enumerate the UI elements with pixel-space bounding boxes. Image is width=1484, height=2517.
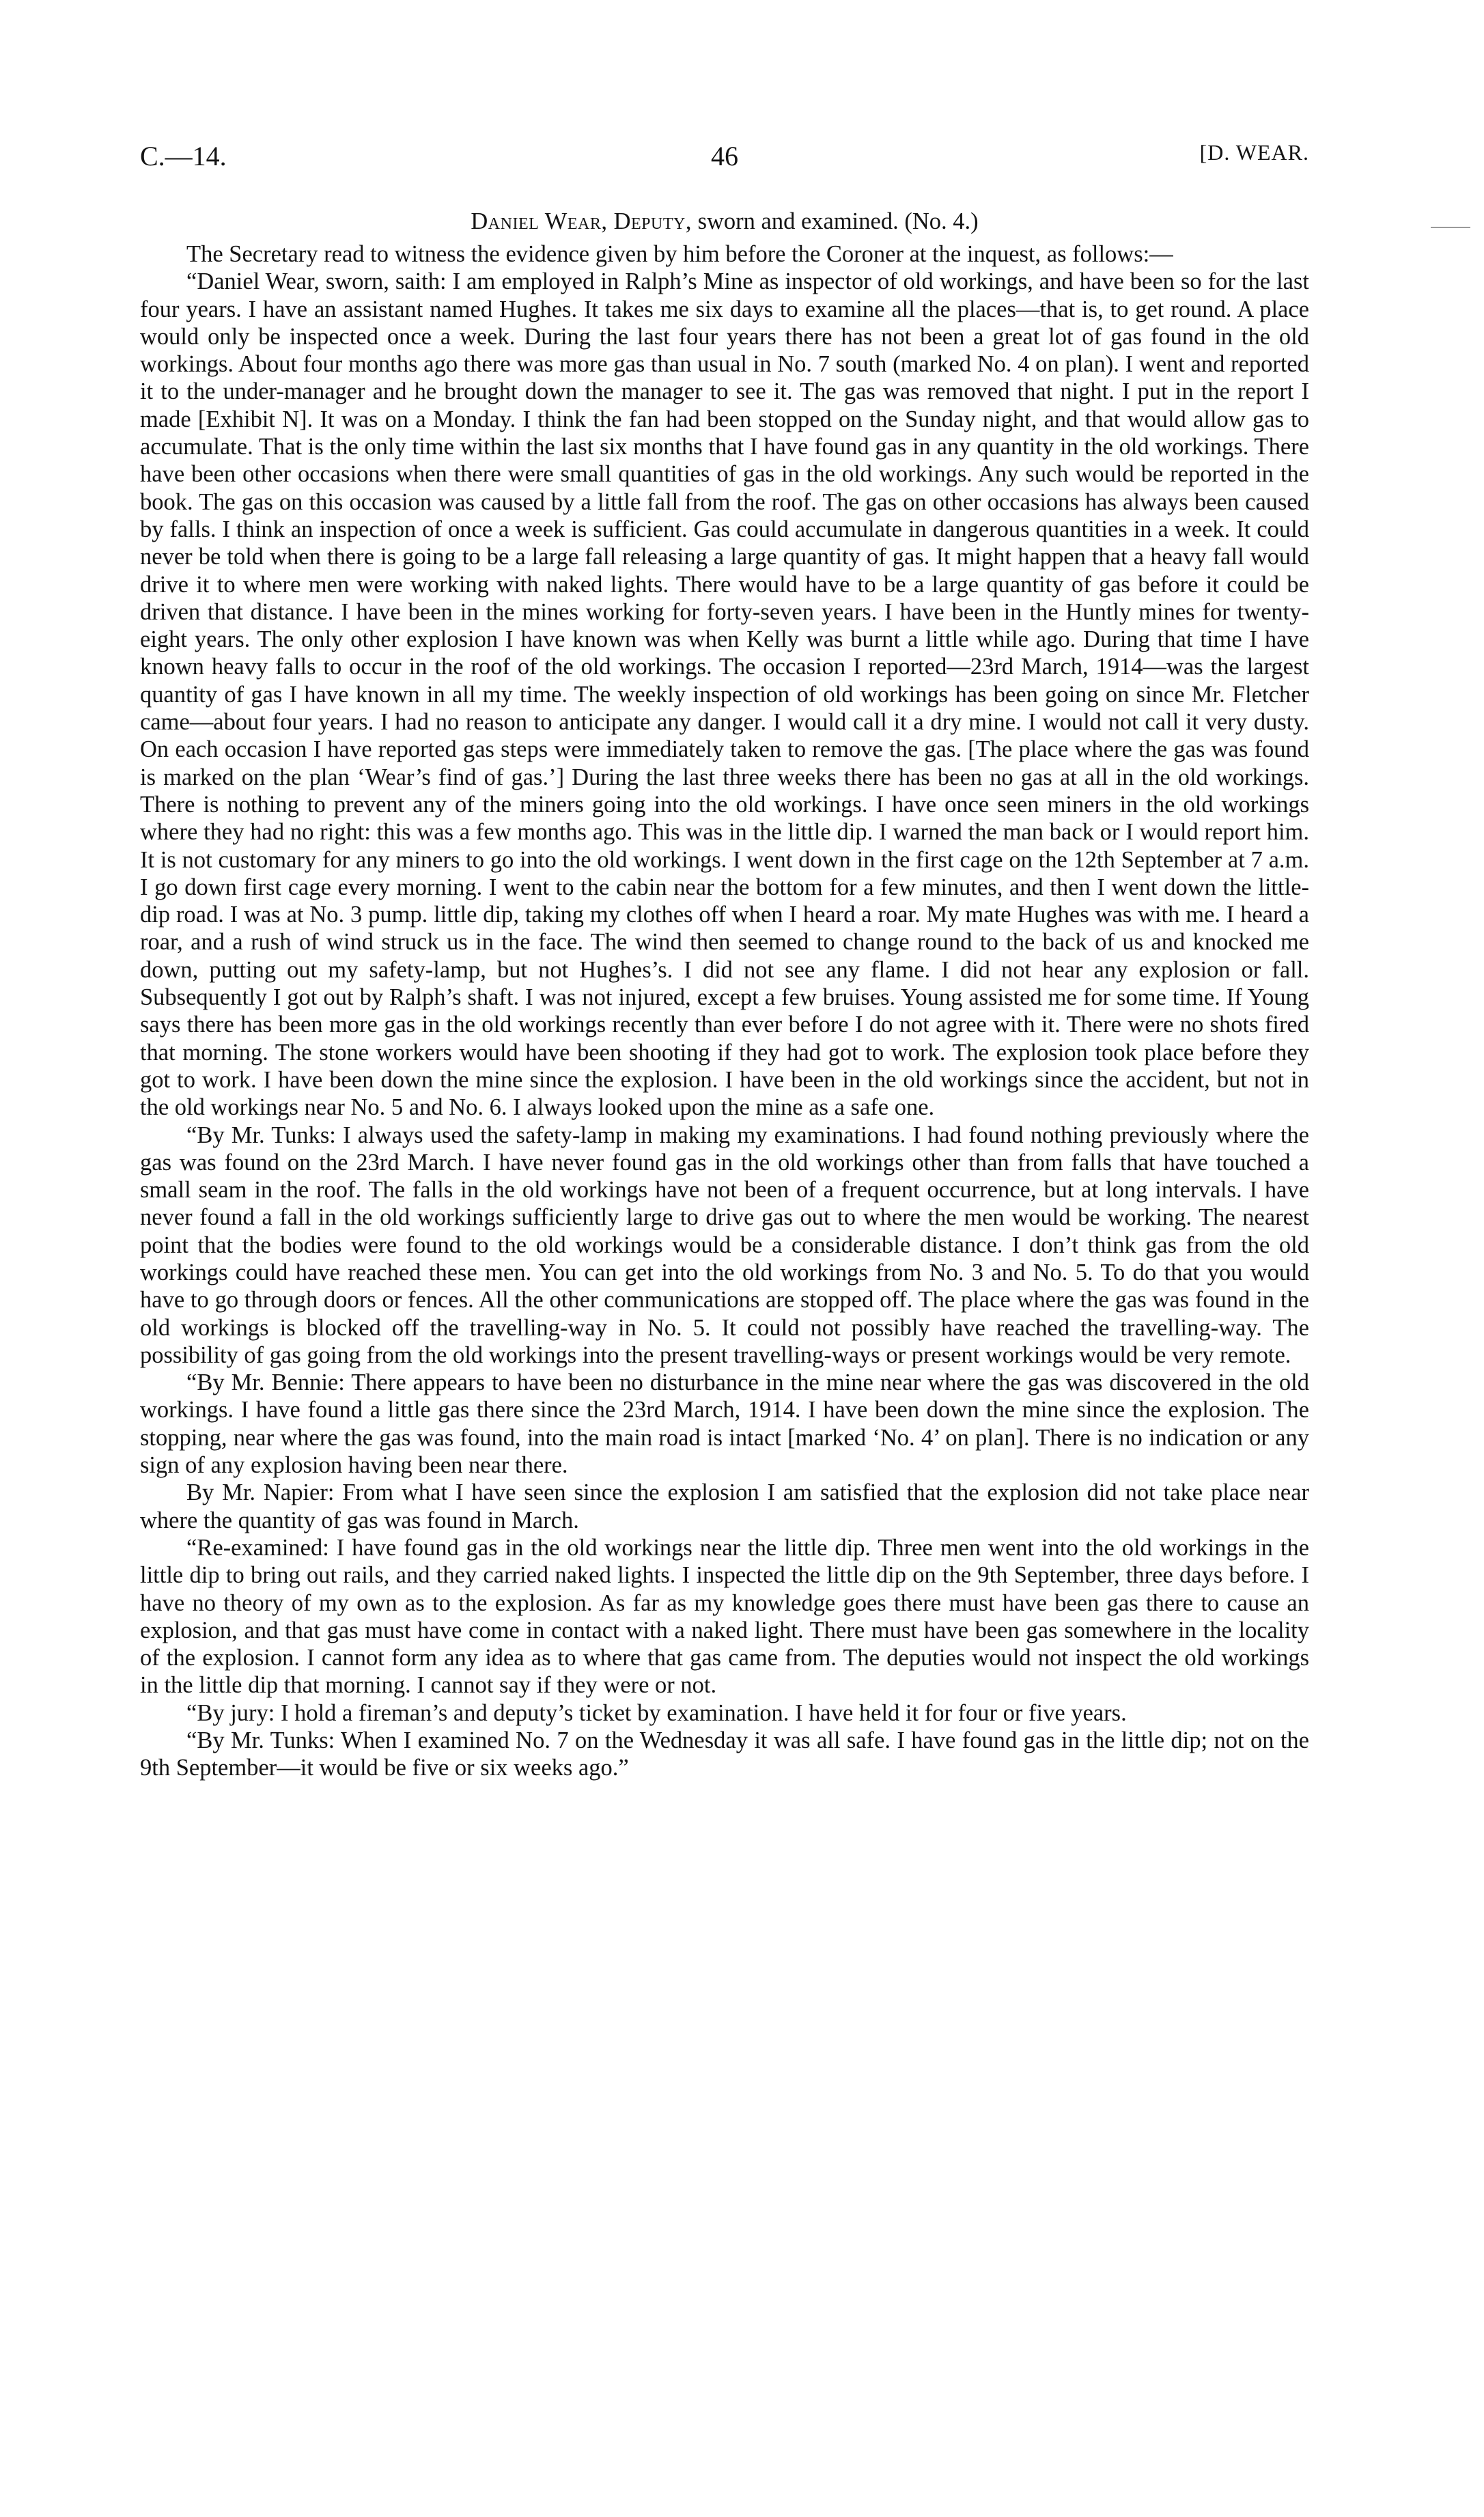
document-page [140, 140, 1309, 1782]
paragraph-intro: The Secretary read to witness the evidence given by him before the Coroner at the inquest, as follows:— [186, 241, 1173, 267]
page-header [140, 140, 1309, 181]
running-head: [D. WEAR. [1199, 140, 1309, 165]
document-reference: C.—14. [140, 141, 227, 171]
witness-name: Daniel Wear, Deputy, [471, 208, 692, 234]
margin-rule [1431, 227, 1470, 228]
paragraph-jury: “By jury: I hold a fireman’s and deputy’s ticket by examination. I have held it for four or five years. [186, 1699, 1127, 1726]
paragraph-evidence: “Daniel Wear, sworn, saith: I am employed in Ralph’s Mine as inspector of old workings, and have been so for the last four years. I have an assistant named Hughes. It takes me six days to examine all the places—that is, to get round. A place would only be inspected once a week. During the last four years there has not been a great lot of gas found in the old workings. About four months ago there was more gas than usual in No. 7 south (marked No. 4 on plan). I went and reported it to the under-manager and he brought down the manager to see it. The gas was removed that night. I put in the report I made [Exhibit N]. It was on a Monday. I think the fan had been stopped on the Sunday night, and that would allow gas to accumulate. That is the only time within the last six months that I have found gas in any quantity in the old workings. There have been other occasions when there were small quantities of gas in the old workings. Any such would be reported in the book. The gas on this occasion was caused by a little fall from the roof. The gas on other occasions has always been caused by falls. I think an inspection of once a week is sufficient. Gas could accumulate in dangerous quantities in a week. It could never be told when there is going to be a large fall releasing a large quantity of gas. It might happen that a heavy fall would drive it to where men were working with naked lights. There would have to be a large quantity of gas before it could be driven that distance. I have been in the mines working for forty-seven years. I have been in the Huntly mines for twenty-eight years. The only other explosion I have known was when Kelly was burnt a little while ago. During that time I have known heavy falls to occur in the roof of the old workings. The occasion I reported—23rd March, 1914—was the largest quantity of gas I have known in all my time. The weekly inspection of old workings has been going on since Mr. Fletcher came—about four years. I had no reason to anticipate any danger. I would call it a dry mine. I would not call it very dusty. On each occasion I have reported gas steps were immediately taken to remove the gas. [The place where the gas was found is marked on the plan ‘Wear’s find of gas.’] During the last three weeks there has been no gas at all in the old workings. There is nothing to prevent any of the miners going into the old workings. I have once seen miners in the old workings where they had no right: this was a few months ago. This was in the little dip. I warned the man back or I would report him. It is not customary for any miners to go into the old workings. I went down in the first cage on the 12th September at 7 a.m. I go down first cage every morning. I went to the cabin near the bottom for a few minutes, and then I went down the little-dip road. I was at No. 3 pump. little dip, taking my clothes off when I heard a roar. My mate Hughes was with me. I heard a roar, and a rush of wind struck us in the face. The wind then seemed to change round to the back of us and knocked me down, putting out my safety-lamp, but not Hughes’s. I did not see any flame. I did not hear any explosion or fall. Subsequently I got out by Ralph’s shaft. I was not injured, except a few bruises. Young assisted me for some time. If Young says there has been more gas in the old workings recently than ever before I do not agree with it. There were no shots fired that morning. The stone workers would have been shooting if they had got to work. The explosion took place before they got to work. I have been down the mine since the explosion. I have been in the old workings since the accident, but not in the old workings near No. 5 and No. 6. I always looked upon the mine as a safe one. [140, 268, 1309, 1121]
page-number: 46 [711, 141, 738, 171]
paragraph-napier: By Mr. Napier: From what I have seen since the explosion I am satisfied that the explosion did not take place near where the quantity of gas was found in March. [140, 1479, 1309, 1533]
paragraph-re-examined: “Re-examined: I have found gas in the old workings near the little dip. Three men went into the old workings in the little dip to bring out rails, and they carried naked lights. I inspected the little dip on the 9th September, three days before. I have no theory of my own as to the explosion. As far as my knowledge goes there must have been gas there to cause an explosion, and that gas must have come in contact with a naked light. There must have been gas somewhere in the locality of the explosion. I cannot form any idea as to where that gas came from. The deputies would not inspect the old workings in the little dip that morning. I cannot say if they were or not. [140, 1534, 1309, 1699]
paragraph-bennie: “By Mr. Bennie: There appears to have been no disturbance in the mine near where the gas was discovered in the old workings. I have found a little gas there since the 23rd March, 1914. I have been down the mine since the explosion. The stopping, near where the gas was found, into the main road is intact [marked ‘No. 4’ on plan]. There is no indication or any sign of any explosion having been near there. [140, 1369, 1309, 1479]
paragraph-tunks-2: “By Mr. Tunks: When I examined No. 7 on the Wednesday it was all safe. I have found gas in the little dip; not on the 9th September—it would be five or six weeks ago.” [140, 1727, 1309, 1781]
section-title [140, 208, 1309, 235]
title-rest: sworn and examined. (No. 4.) [697, 208, 979, 234]
paragraph-tunks: “By Mr. Tunks: I always used the safety-lamp in making my examinations. I had found nothing previously where the gas was found on the 23rd March. I have never found gas in the old workings other than from falls that have touched a small seam in the roof. The falls in the old workings have not been of a frequent occurrence, but at long intervals. I have never found a fall in the old workings sufficiently large to drive gas out to where the men would be working. The nearest point that the bodies were found to the old workings would be a considerable distance. I don’t think gas from the old workings could have reached these men. You can get into the old workings from No. 3 and No. 5. To do that you would have to go through doors or fences. All the other communications are stopped off. The place where the gas was found in the old workings is blocked off the travelling-way in No. 5. It could not possibly have reached the travelling-way. The possibility of gas going from the old workings into the present travelling-ways or present workings would be very remote. [140, 1122, 1309, 1368]
